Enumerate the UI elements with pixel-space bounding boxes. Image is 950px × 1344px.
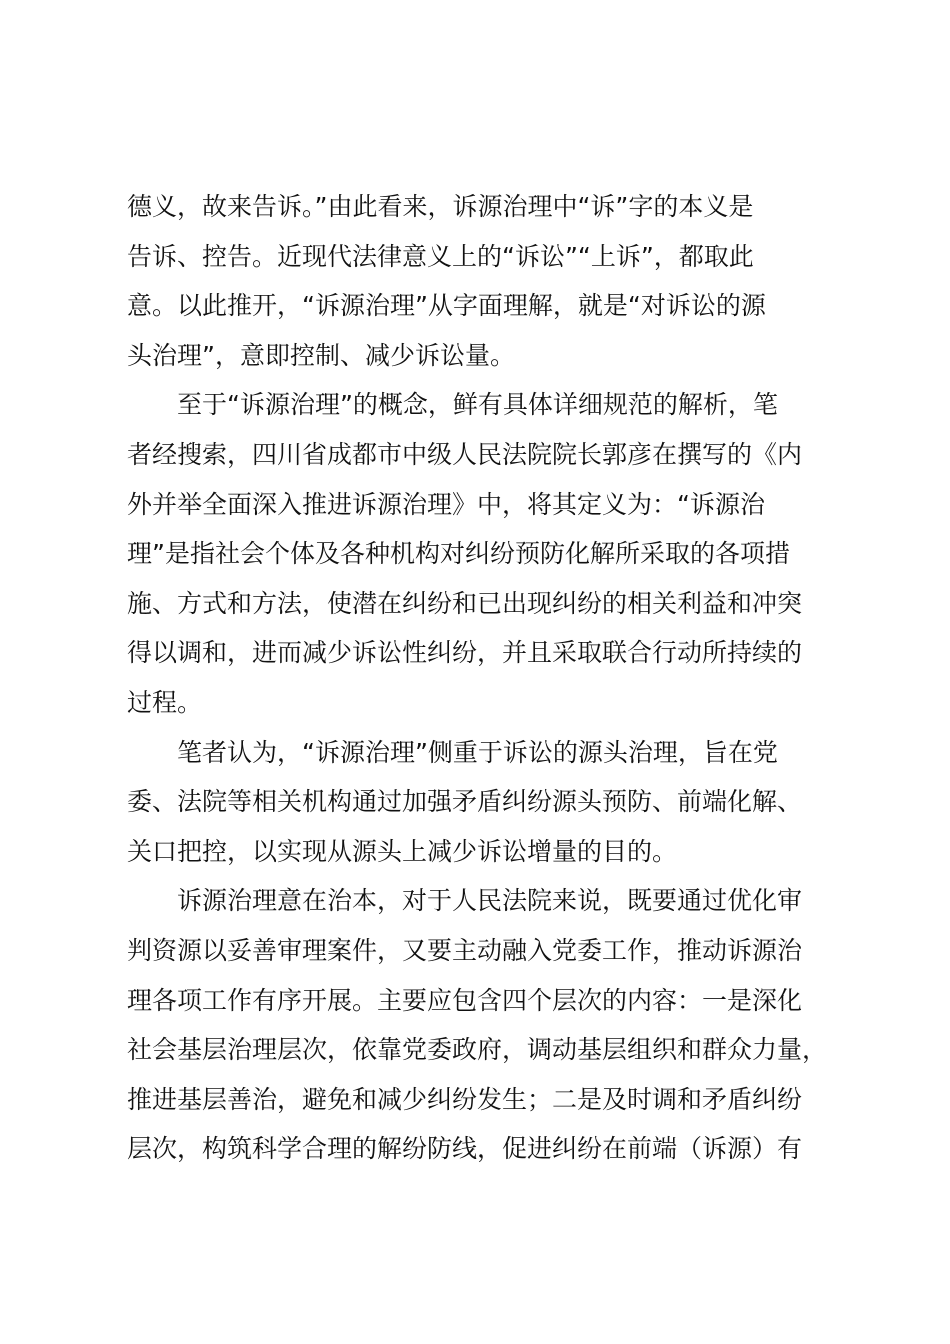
text-line: 判资源以妥善审理案件，又要主动融入党委工作，推动诉源治: [127, 935, 803, 965]
text-line: 委、法院等相关机构通过加强矛盾纠纷源头预防、前端化解、: [127, 787, 803, 817]
text-line: 至于“诉源治理”的概念，鲜有具体详细规范的解析，笔: [127, 390, 778, 420]
text-line: 理各项工作有序开展。主要应包含四个层次的内容：一是深化: [127, 985, 803, 1015]
text-line: 告诉、控告。近现代法律意义上的“诉讼”“上诉”，都取此: [127, 241, 754, 271]
text-line: 笔者认为，“诉源治理”侧重于诉讼的源头治理，旨在党: [127, 737, 778, 767]
paragraph: [127, 182, 847, 380]
text-line: 得以调和，进而减少诉讼性纠纷，并且采取联合行动所持续的: [127, 638, 803, 668]
text-line: 诉源治理意在治本，对于人民法院来说，既要通过优化审: [127, 886, 803, 916]
text-line: 关口把控，以实现从源头上减少诉讼增量的目的。: [127, 836, 678, 866]
document-page: [127, 182, 847, 1174]
text-line: 理”是指社会个体及各种机构对纠纷预防化解所采取的各项措: [127, 539, 790, 569]
text-line: 施、方式和方法，使潜在纠纷和已出现纠纷的相关利益和冲突: [127, 588, 803, 618]
paragraph: [127, 728, 847, 877]
text-line: 者经搜索，四川省成都市中级人民法院院长郭彦在撰写的《内: [127, 439, 803, 469]
paragraph: [127, 380, 847, 727]
text-line: 社会基层治理层次，依靠党委政府，调动基层组织和群众力量，: [127, 1035, 828, 1065]
text-line: 头治理”，意即控制、减少诉讼量。: [127, 340, 515, 370]
text-line: 过程。: [127, 687, 203, 717]
text-line: 推进基层善治，避免和减少纠纷发生；二是及时调和矛盾纠纷: [127, 1084, 803, 1114]
paragraph: [127, 876, 847, 1174]
text-line: 意。以此推开，“诉源治理”从字面理解，就是“对诉讼的源: [127, 291, 766, 321]
text-line: 德义，故来告诉。”由此看来，诉源治理中“诉”字的本义是: [127, 192, 754, 221]
text-line: 层次，构筑科学合理的解纷防线，促进纠纷在前端（诉源）有: [127, 1134, 803, 1164]
text-line: 外并举全面深入推进诉源治理》中，将其定义为：“诉源治: [127, 489, 765, 519]
